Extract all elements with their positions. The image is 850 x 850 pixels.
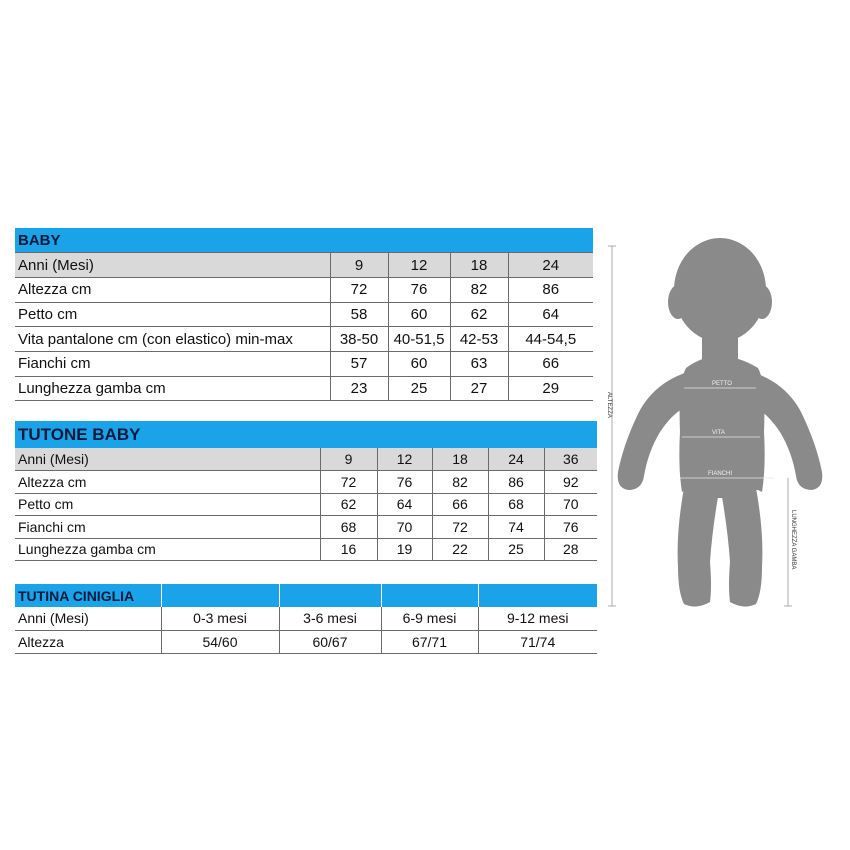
table-title-row bbox=[15, 228, 593, 253]
cell: 27 bbox=[450, 376, 508, 401]
table-row bbox=[15, 493, 597, 516]
table-row bbox=[15, 538, 597, 561]
table-row bbox=[15, 516, 597, 539]
table-row bbox=[15, 471, 597, 494]
row-label: Petto cm bbox=[15, 493, 320, 516]
cell: 72 bbox=[330, 277, 388, 302]
header-cell: 9 bbox=[330, 253, 388, 278]
table-row bbox=[15, 351, 593, 376]
cell: 86 bbox=[488, 471, 544, 494]
header-cell: 6-9 mesi bbox=[381, 607, 478, 630]
row-label: Petto cm bbox=[15, 302, 330, 327]
table-header-row bbox=[15, 607, 597, 630]
cell: 67/71 bbox=[381, 630, 478, 653]
cell: 62 bbox=[320, 493, 377, 516]
cell: 63 bbox=[450, 351, 508, 376]
header-cell: 18 bbox=[450, 253, 508, 278]
table-row bbox=[15, 277, 593, 302]
cell: 82 bbox=[432, 471, 488, 494]
table-title-row bbox=[15, 421, 597, 448]
table-row bbox=[15, 376, 593, 401]
cell: 76 bbox=[544, 516, 597, 539]
gamba-label: LUNGHEZZA GAMBA bbox=[790, 510, 796, 570]
cell: 76 bbox=[377, 471, 432, 494]
cell: 60 bbox=[388, 302, 450, 327]
header-cell: Anni (Mesi) bbox=[15, 607, 161, 630]
cell: 68 bbox=[320, 516, 377, 539]
cell: 86 bbox=[508, 277, 593, 302]
cell: 71/74 bbox=[478, 630, 597, 653]
cell: 74 bbox=[488, 516, 544, 539]
header-fill bbox=[279, 584, 381, 607]
tutone-table-title: TUTONE BABY bbox=[15, 421, 597, 448]
cell: 57 bbox=[330, 351, 388, 376]
table-title-row bbox=[15, 584, 597, 607]
altezza-label: ALTEZZA bbox=[606, 392, 612, 418]
cell: 58 bbox=[330, 302, 388, 327]
cell: 22 bbox=[432, 538, 488, 561]
table-row bbox=[15, 630, 597, 653]
tutone-size-table bbox=[15, 421, 597, 561]
cell: 72 bbox=[432, 516, 488, 539]
header-cell: 36 bbox=[544, 448, 597, 471]
header-cell: 24 bbox=[508, 253, 593, 278]
petto-label: PETTO bbox=[712, 381, 732, 387]
table-row bbox=[15, 302, 593, 327]
header-cell: 18 bbox=[432, 448, 488, 471]
cell: 92 bbox=[544, 471, 597, 494]
cell: 16 bbox=[320, 538, 377, 561]
cell: 25 bbox=[388, 376, 450, 401]
cell: 25 bbox=[488, 538, 544, 561]
cell: 62 bbox=[450, 302, 508, 327]
cell: 23 bbox=[330, 376, 388, 401]
row-label: Lunghezza gamba cm bbox=[15, 538, 320, 561]
cell: 60 bbox=[388, 351, 450, 376]
cell: 66 bbox=[432, 493, 488, 516]
row-label: Altezza cm bbox=[15, 277, 330, 302]
cell: 28 bbox=[544, 538, 597, 561]
header-fill bbox=[381, 584, 478, 607]
cell: 60/67 bbox=[279, 630, 381, 653]
cell: 76 bbox=[388, 277, 450, 302]
row-label: Fianchi cm bbox=[15, 351, 330, 376]
header-cell: 9-12 mesi bbox=[478, 607, 597, 630]
header-cell: 12 bbox=[377, 448, 432, 471]
cell: 44-54,5 bbox=[508, 327, 593, 352]
tutina-size-table bbox=[15, 584, 597, 654]
cell: 19 bbox=[377, 538, 432, 561]
header-cell: Anni (Mesi) bbox=[15, 448, 320, 471]
cell: 38-50 bbox=[330, 327, 388, 352]
baby-size-table bbox=[15, 228, 593, 401]
header-cell: 9 bbox=[320, 448, 377, 471]
row-label: Altezza cm bbox=[15, 471, 320, 494]
cell: 72 bbox=[320, 471, 377, 494]
header-fill bbox=[161, 584, 279, 607]
header-fill bbox=[478, 584, 597, 607]
table-row bbox=[15, 327, 593, 352]
vita-label: VITA bbox=[712, 430, 725, 436]
table-header-row bbox=[15, 253, 593, 278]
cell: 68 bbox=[488, 493, 544, 516]
table-header-row bbox=[15, 448, 597, 471]
row-label: Lunghezza gamba cm bbox=[15, 376, 330, 401]
row-label: Fianchi cm bbox=[15, 516, 320, 539]
cell: 29 bbox=[508, 376, 593, 401]
header-cell: 0-3 mesi bbox=[161, 607, 279, 630]
baby-table-title: BABY bbox=[15, 228, 593, 253]
baby-measurement-figure bbox=[598, 232, 838, 617]
header-cell: 12 bbox=[388, 253, 450, 278]
header-cell: Anni (Mesi) bbox=[15, 253, 330, 278]
header-cell: 3-6 mesi bbox=[279, 607, 381, 630]
row-label: Vita pantalone cm (con elastico) min-max bbox=[15, 327, 330, 352]
cell: 66 bbox=[508, 351, 593, 376]
cell: 70 bbox=[377, 516, 432, 539]
cell: 42-53 bbox=[450, 327, 508, 352]
cell: 40-51,5 bbox=[388, 327, 450, 352]
fianchi-label: FIANCHI bbox=[708, 471, 732, 477]
cell: 64 bbox=[508, 302, 593, 327]
tutina-table-title: TUTINA CINIGLIA bbox=[15, 584, 161, 607]
cell: 82 bbox=[450, 277, 508, 302]
cell: 64 bbox=[377, 493, 432, 516]
cell: 70 bbox=[544, 493, 597, 516]
row-label: Altezza bbox=[15, 630, 161, 653]
header-cell: 24 bbox=[488, 448, 544, 471]
cell: 54/60 bbox=[161, 630, 279, 653]
